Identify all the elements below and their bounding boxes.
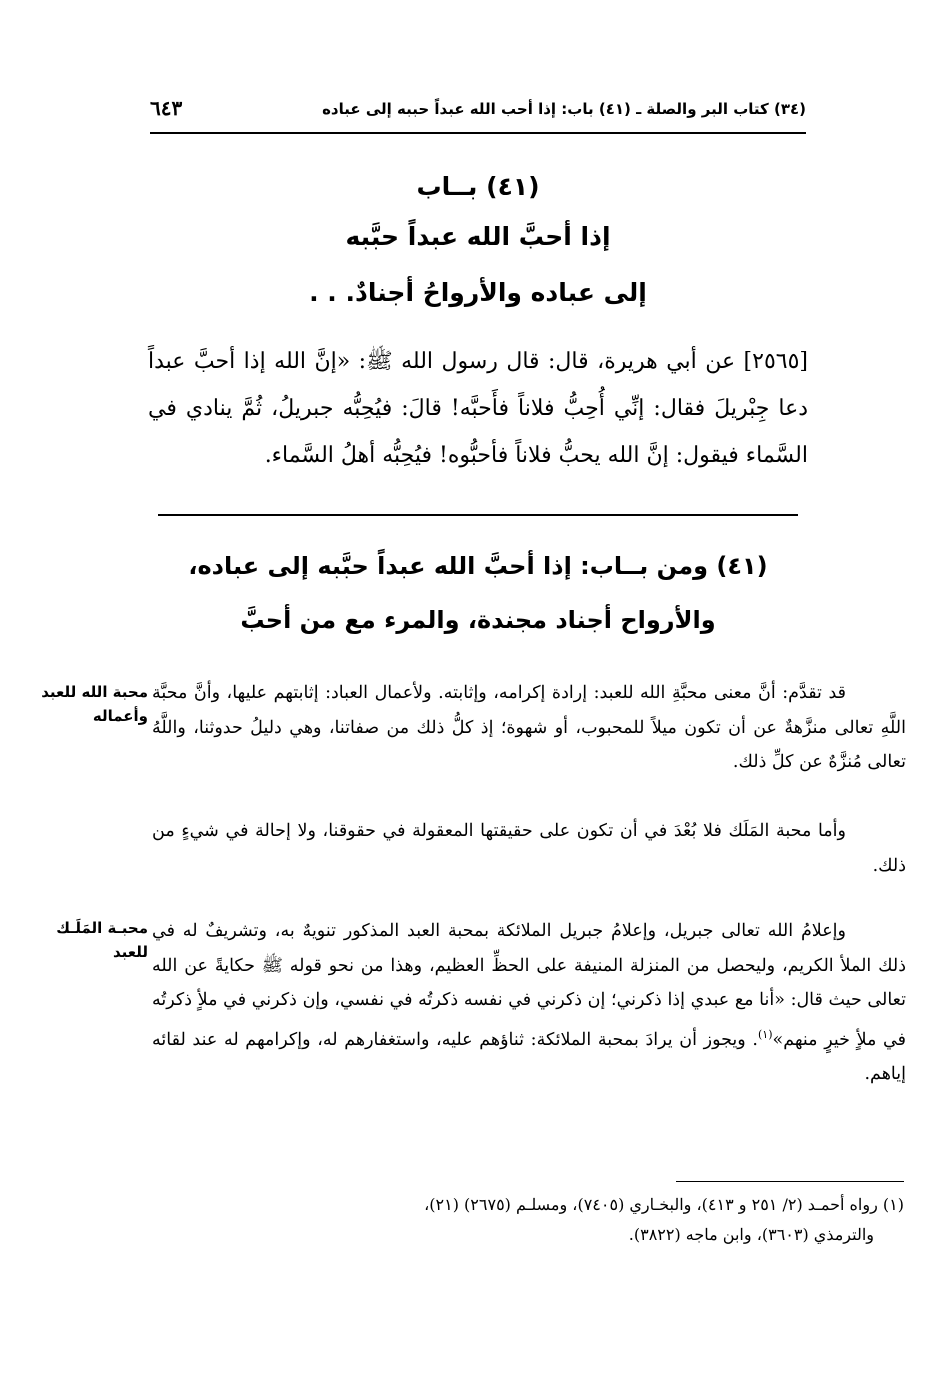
- commentary-paragraph-2: وأما محبة المَلَك فلا بُعْدَ في أن تكون على حقيقتها المعقولة في حقوقنا، ولا إحالة في شيءٍ من ذلك.: [152, 821, 906, 876]
- page-number: ٦٤٣: [150, 96, 183, 120]
- footnote-reference[interactable]: (١): [757, 1027, 773, 1041]
- margin-note-love-of-angels: محبـة المَلَـك للعبد: [56, 919, 148, 961]
- chapter-title-line-2: إلى عباده والأرواحُ أجنادٌ. . .: [309, 278, 647, 307]
- hadith-text: [٢٥٦٥] عن أبي هريرة، قال: قال رسول الله ﷺ: «إنَّ الله إذا أحبَّ عبداً دعا جِبْريلَ فقال: إنِّي أُحِبُّ فلاناً فأَحبَّه! قالَ: فيُحِبُّه جبريلُ، ثُمَّ ينادي في السَّماء فيقول: إنَّ الله يحبُّ فلاناً فأحبُّوه! فيُحِبُّه أهلُ السَّماء.: [148, 349, 808, 468]
- commentary-paragraph-3: [152, 914, 906, 1091]
- paragraph-3-text: وإعلامُ الله تعالى جبريل، وإعلامُ جبريل الملائكة بمحبة العبد المذكور تنويهٌ به، وتشريفٌ له في ذلك الملأ الكريم، وليحصل من المنزلة المنيفة على الحظِّ العظيم، وهذا من نحو قوله ﷺ حكايةً عن الله تعالى حيث قال: «أنا مع عبدي إذا ذكرني؛ إن ذكرني في نفسه ذكرتُه في نفسي، وإن ذكرني في ملأٍ ذكرتُه في ملأٍ خيرٍ منهم»: [152, 921, 906, 1050]
- footnote: [158, 1190, 904, 1250]
- footnote-line-1: (١) رواه أحمـد (٢/ ٢٥١ و ٤١٣)، والبخـاري (٧٤٠٥)، ومسلـم (٢٦٧٥) (٢١)،: [424, 1195, 904, 1214]
- section-divider: [158, 514, 798, 516]
- commentary-paragraph-1: قد تقدَّم: أنَّ معنى محبَّةِ الله للعبد: إرادة إكرامه، وإثابته. ولأعمال العباد: إثابتهم عليها، وأنَّ محبَّة اللَّهِ تعالى منزَّهةٌ عن أن تكون ميلاً للمحبوب، أو شهوة؛ إذ كلُّ ذلك من صفاتنا، وهي دليلُ حدوثنا، واللَّهُ تعالى مُنزَّهٌ عن كلِّ ذلك.: [152, 683, 906, 772]
- footnote-divider: [676, 1181, 904, 1182]
- footnote-line-2: والترمذي (٣٦٠٣)، وابن ماجه (٣٨٢٢).: [628, 1225, 874, 1244]
- commentary-heading-line-2: والأرواح أجناد مجندة، والمرء مع من أحبَّ: [240, 606, 716, 634]
- paragraph-3-continuation: . ويجوز أن يرادَ بمحبة الملائكة: ثناؤهم عليه، واستغفارهم له، وإكرامهم له عند لقائه إياهم.: [152, 1029, 906, 1084]
- running-header-title: (٣٤) كتاب البر والصلة ـ (٤١) باب: إذا أحب الله عبداً حببه إلى عباده: [322, 100, 806, 118]
- margin-note-love-of-allah: محبة الله للعبد وأعماله: [41, 683, 148, 725]
- chapter-number: (٤١) بــاب: [416, 172, 540, 201]
- running-header: [150, 96, 806, 134]
- chapter-title-line-1: إذا أحبَّ الله عبداً حبَّبه: [345, 222, 611, 251]
- commentary-heading-line-1: (٤١) ومن بــاب: إذا أحبَّ الله عبداً حبَّبه إلى عباده،: [188, 552, 768, 580]
